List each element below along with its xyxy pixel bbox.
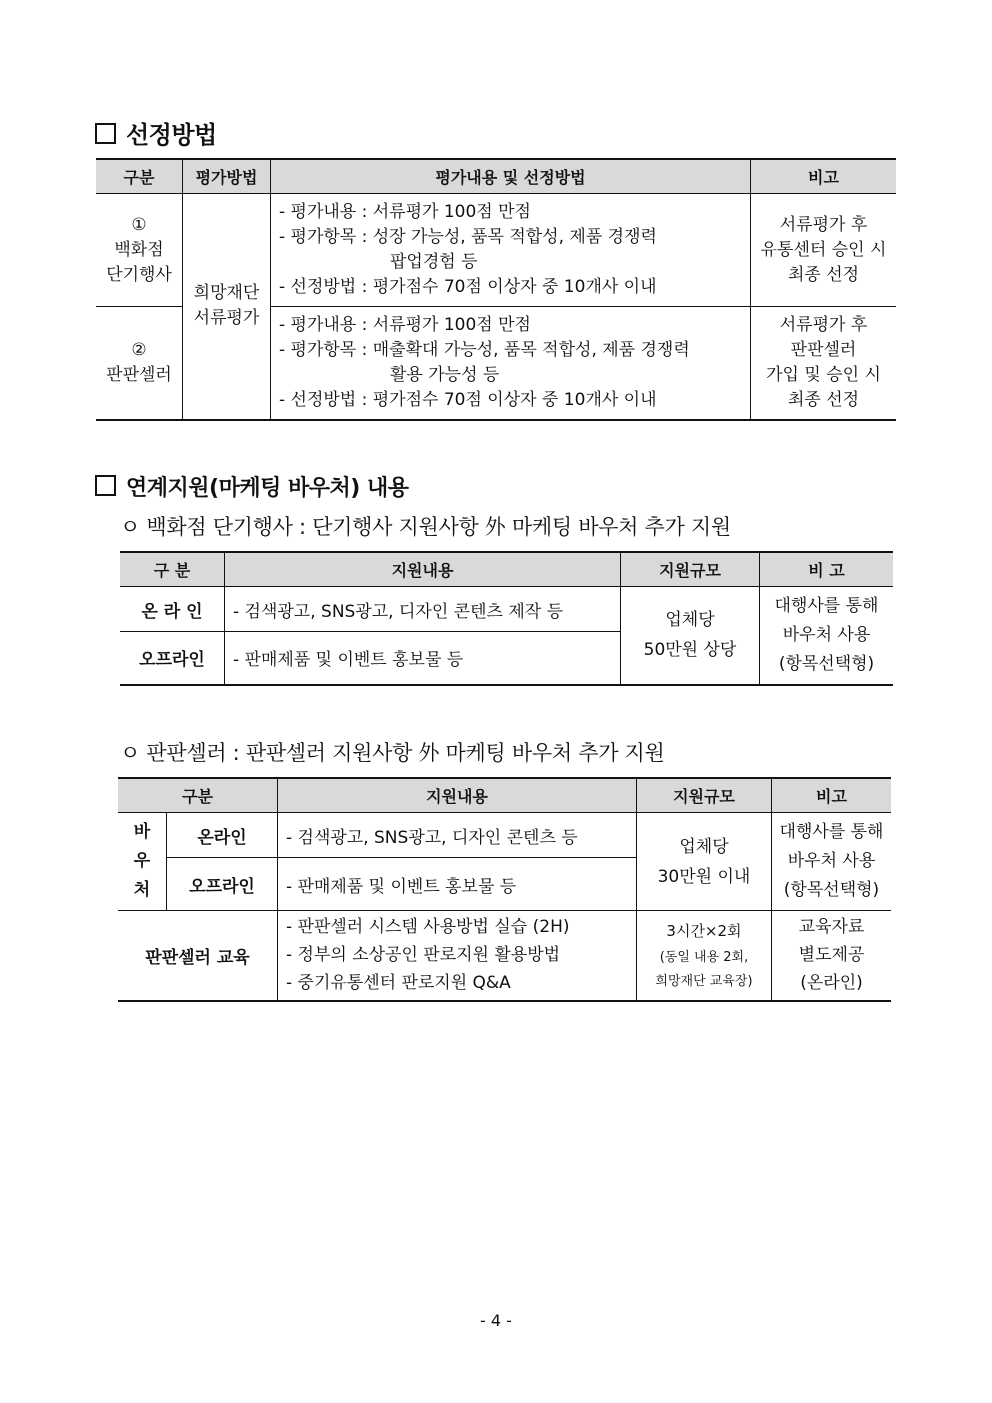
evaluation-method: 희망재단 서류평가 bbox=[183, 194, 271, 420]
row-category: 오프라인 bbox=[167, 858, 278, 911]
support-note: 대행사를 통해 바우처 사용 (항목선택형) bbox=[771, 813, 891, 911]
page-number: - 4 - bbox=[480, 1311, 512, 1330]
selection-method-table bbox=[96, 158, 896, 421]
panpan-seller-voucher-table bbox=[118, 777, 891, 1002]
header-scale: 지원규모 bbox=[636, 778, 771, 813]
support-scale: 업체당 50만원 상당 bbox=[621, 587, 760, 685]
subsection2-title: ㅇ 판판셀러 : 판판셀러 지원사항 外 마케팅 바우처 추가 지원 bbox=[120, 741, 665, 765]
header-note: 비 고 bbox=[760, 552, 894, 587]
row-category: 온 라 인 bbox=[120, 587, 225, 632]
subsection1-title: ㅇ 백화점 단기행사 : 단기행사 지원사항 外 마케팅 바우처 추가 지원 bbox=[120, 515, 731, 539]
department-store-voucher-table bbox=[120, 551, 893, 686]
row-content: - 평가내용 : 서류평가 100점 만점 - 평가항목 : 성장 가능성, 품목 적합성, 제품 경쟁력 팝업경험 등 - 선정방법 : 평가점수 70점 이상자 중 10개사 이내 bbox=[271, 194, 751, 307]
education-content: - 판판셀러 시스템 사용방법 실습 (2H) - 정부의 소상공인 판로지원 활용방법 - 중기유통센터 판로지원 Q&A bbox=[277, 911, 636, 1001]
table-header-row bbox=[96, 159, 896, 194]
voucher-label: 바 우 처 bbox=[118, 813, 167, 911]
header-content: 평가내용 및 선정방법 bbox=[271, 159, 751, 194]
table-row bbox=[96, 194, 896, 307]
header-category: 구 분 bbox=[120, 552, 225, 587]
row-note: 서류평가 후 판판셀러 가입 및 승인 시 최종 선정 bbox=[751, 307, 897, 420]
header-content: 지원내용 bbox=[277, 778, 636, 813]
row-category: ① 백화점 단기행사 bbox=[96, 194, 183, 307]
table-row bbox=[120, 587, 893, 632]
row-content: - 판매제품 및 이벤트 홍보물 등 bbox=[225, 632, 621, 685]
row-content: - 검색광고, SNS광고, 디자인 콘텐츠 제작 등 bbox=[225, 587, 621, 632]
support-scale: 업체당 30만원 이내 bbox=[636, 813, 771, 911]
row-category: ② 판판셀러 bbox=[96, 307, 183, 420]
table-row bbox=[118, 813, 891, 858]
row-content: - 검색광고, SNS광고, 디자인 콘텐츠 등 bbox=[277, 813, 636, 858]
education-label: 판판셀러 교육 bbox=[118, 911, 277, 1001]
header-note: 비고 bbox=[771, 778, 891, 813]
row-content: - 판매제품 및 이벤트 홍보물 등 bbox=[277, 858, 636, 911]
education-scale: 3시간×2회 (동일 내용 2회, 희망재단 교육장) bbox=[636, 911, 771, 1001]
row-note: 서류평가 후 유통센터 승인 시 최종 선정 bbox=[751, 194, 897, 307]
header-content: 지원내용 bbox=[225, 552, 621, 587]
section1-title: 선정방법 bbox=[95, 115, 217, 150]
header-method: 평가방법 bbox=[183, 159, 271, 194]
support-note: 대행사를 통해 바우처 사용 (항목선택형) bbox=[760, 587, 894, 685]
row-category: 온라인 bbox=[167, 813, 278, 858]
table-row-education bbox=[118, 911, 891, 1001]
header-category: 구분 bbox=[118, 778, 277, 813]
table-header-row bbox=[120, 552, 893, 587]
header-note: 비고 bbox=[751, 159, 897, 194]
education-note: 교육자료 별도제공 (온라인) bbox=[771, 911, 891, 1001]
checkbox-square-icon bbox=[95, 123, 116, 144]
row-category: 오프라인 bbox=[120, 632, 225, 685]
section2-title: 연계지원(마케팅 바우처) 내용 bbox=[95, 471, 408, 502]
row-content: - 평가내용 : 서류평가 100점 만점 - 평가항목 : 매출확대 가능성, 품목 적합성, 제품 경쟁력 활용 가능성 등 - 선정방법 : 평가점수 70점 이상자 중 10개사 이내 bbox=[271, 307, 751, 420]
checkbox-square-icon bbox=[95, 475, 116, 496]
header-scale: 지원규모 bbox=[621, 552, 760, 587]
table-header-row bbox=[118, 778, 891, 813]
header-category: 구분 bbox=[96, 159, 183, 194]
